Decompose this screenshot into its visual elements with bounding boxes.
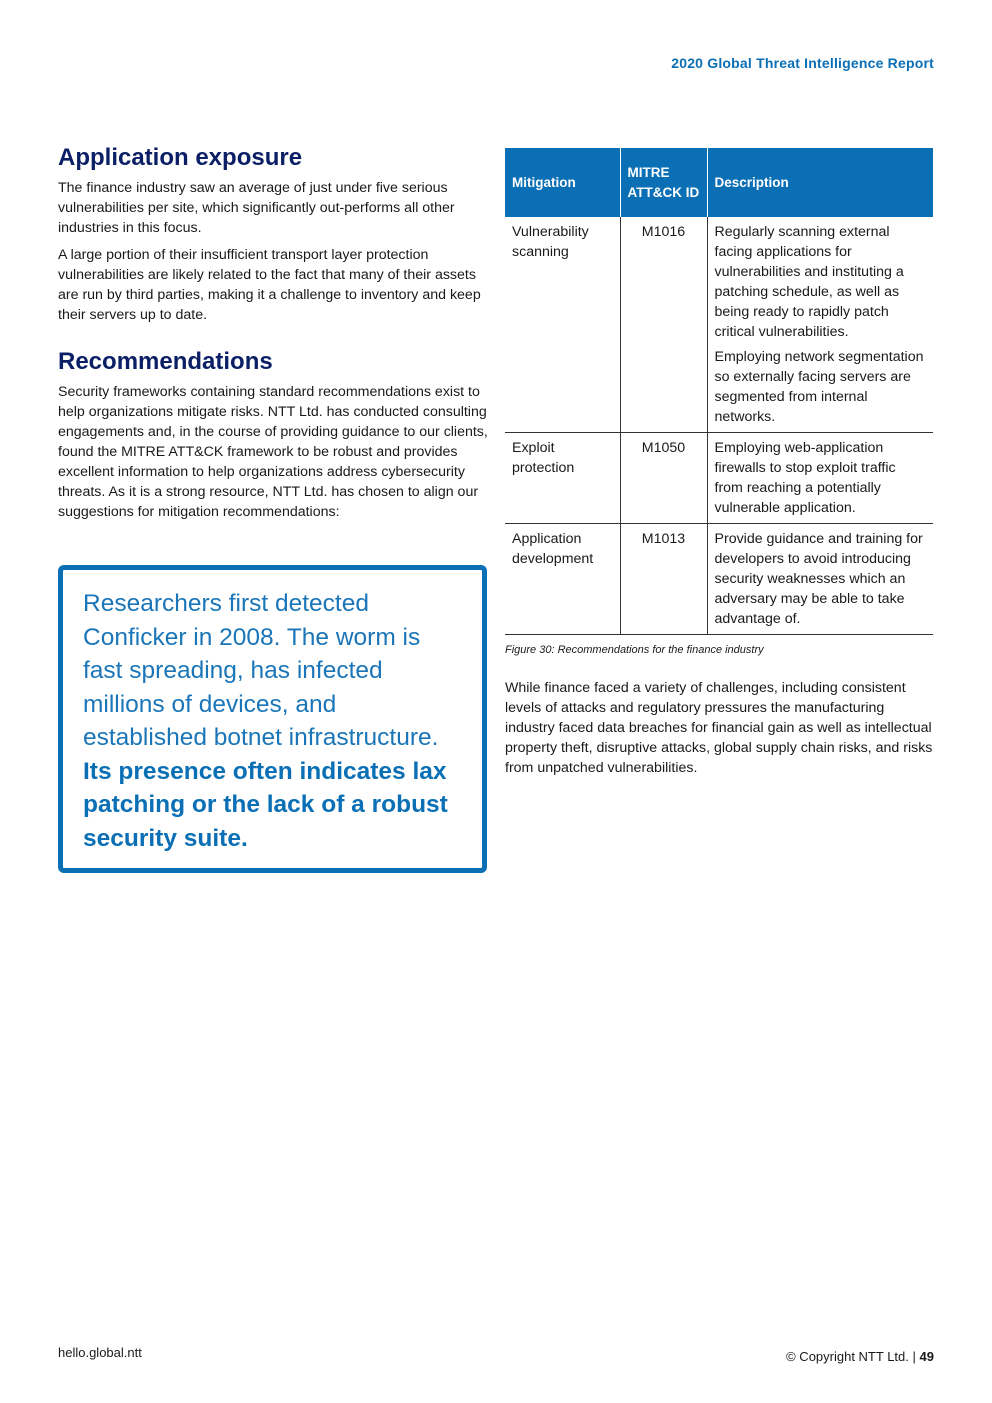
- description-cell: [707, 524, 933, 635]
- mitigation-table: [505, 148, 933, 635]
- header-mitre-id: MITRE ATT&CK ID: [620, 148, 707, 217]
- table-header-row: [505, 148, 933, 217]
- footer-separator: |: [912, 1349, 916, 1364]
- application-exposure-paragraph-2: A large portion of their insufficient transport layer protection vulnerabilities are likely related to the fact that many of their assets are run by third parties, making it a challenge to inventory and keep their servers up to date.: [58, 247, 481, 323]
- mitre-id-cell: M1016: [620, 217, 707, 433]
- mitigation-cell: Application development: [505, 524, 620, 635]
- application-exposure-heading: Application exposure: [58, 144, 303, 171]
- table-row: [505, 217, 933, 433]
- recommendations-heading: Recommendations: [58, 348, 273, 375]
- header-description: Description: [707, 148, 933, 217]
- footer-copyright: [786, 1349, 934, 1364]
- description-cell: [707, 217, 933, 433]
- figure-caption: Figure 30: Recommendations for the finance industry: [505, 644, 764, 656]
- header-mitigation: Mitigation: [505, 148, 620, 217]
- closing-paragraph: While finance faced a variety of challenges, including consistent levels of attacks and regulatory pressures the manufacturing industry faced data breaches for financial gain as well as intellectual property theft, disruptive attacks, global supply chain risks, and risks from unpatched vulnerabilities.: [505, 680, 933, 776]
- conficker-callout-box: [58, 565, 487, 873]
- recommendations-section: [58, 348, 488, 522]
- left-column: [58, 144, 488, 529]
- table-row: [505, 433, 933, 524]
- description-text: Provide guidance and training for developers to avoid introducing security weaknesses which an adversary may be able to take advantage of.: [714, 531, 923, 627]
- mitre-id-cell: M1050: [620, 433, 707, 524]
- description-text: Regularly scanning external facing applications for vulnerabilities and instituting a patching schedule, as well as being ready to rapidly patch critical vulnerabilities.: [714, 224, 904, 340]
- description-text: Employing web-application firewalls to stop exploit traffic from reaching a potentially vulnerable application.: [714, 440, 896, 516]
- callout-bold-text: Its presence often indicates lax patching or the lack of a robust security suite.: [83, 757, 448, 852]
- table-row: [505, 524, 933, 635]
- right-column: [505, 148, 933, 792]
- recommendations-paragraph: Security frameworks containing standard recommendations exist to help organizations mitigate risks. NTT Ltd. has conducted consulting engagements and, in the course of providing guidance to our clients, found the MITRE ATT&CK framework to be robust and provides excellent information to help organizations address cybersecurity threats. As it is a strong resource, NTT Ltd. has chosen to align our suggestions for mitigation recommendations:: [58, 384, 488, 520]
- footer-website-link[interactable]: hello.global.ntt: [58, 1345, 142, 1360]
- callout-light-text: Researchers first detected Conficker in 2008. The worm is fast spreading, has infected millions of devices, and established botnet infrastructure.: [83, 590, 439, 751]
- page-number: 49: [919, 1349, 934, 1364]
- description-text: Employing network segmentation so externally facing servers are segmented from internal networks.: [714, 349, 924, 425]
- mitigation-cell: Exploit protection: [505, 433, 620, 524]
- copyright-text: © Copyright NTT Ltd.: [786, 1349, 909, 1364]
- mitigation-cell: Vulnerability scanning: [505, 217, 620, 433]
- report-title: 2020 Global Threat Intelligence Report: [671, 55, 934, 71]
- description-cell: [707, 433, 933, 524]
- application-exposure-paragraph-1: The finance industry saw an average of just under five serious vulnerabilities per site, which significantly out-performs all other industries in this focus.: [58, 180, 455, 236]
- mitre-id-cell: M1013: [620, 524, 707, 635]
